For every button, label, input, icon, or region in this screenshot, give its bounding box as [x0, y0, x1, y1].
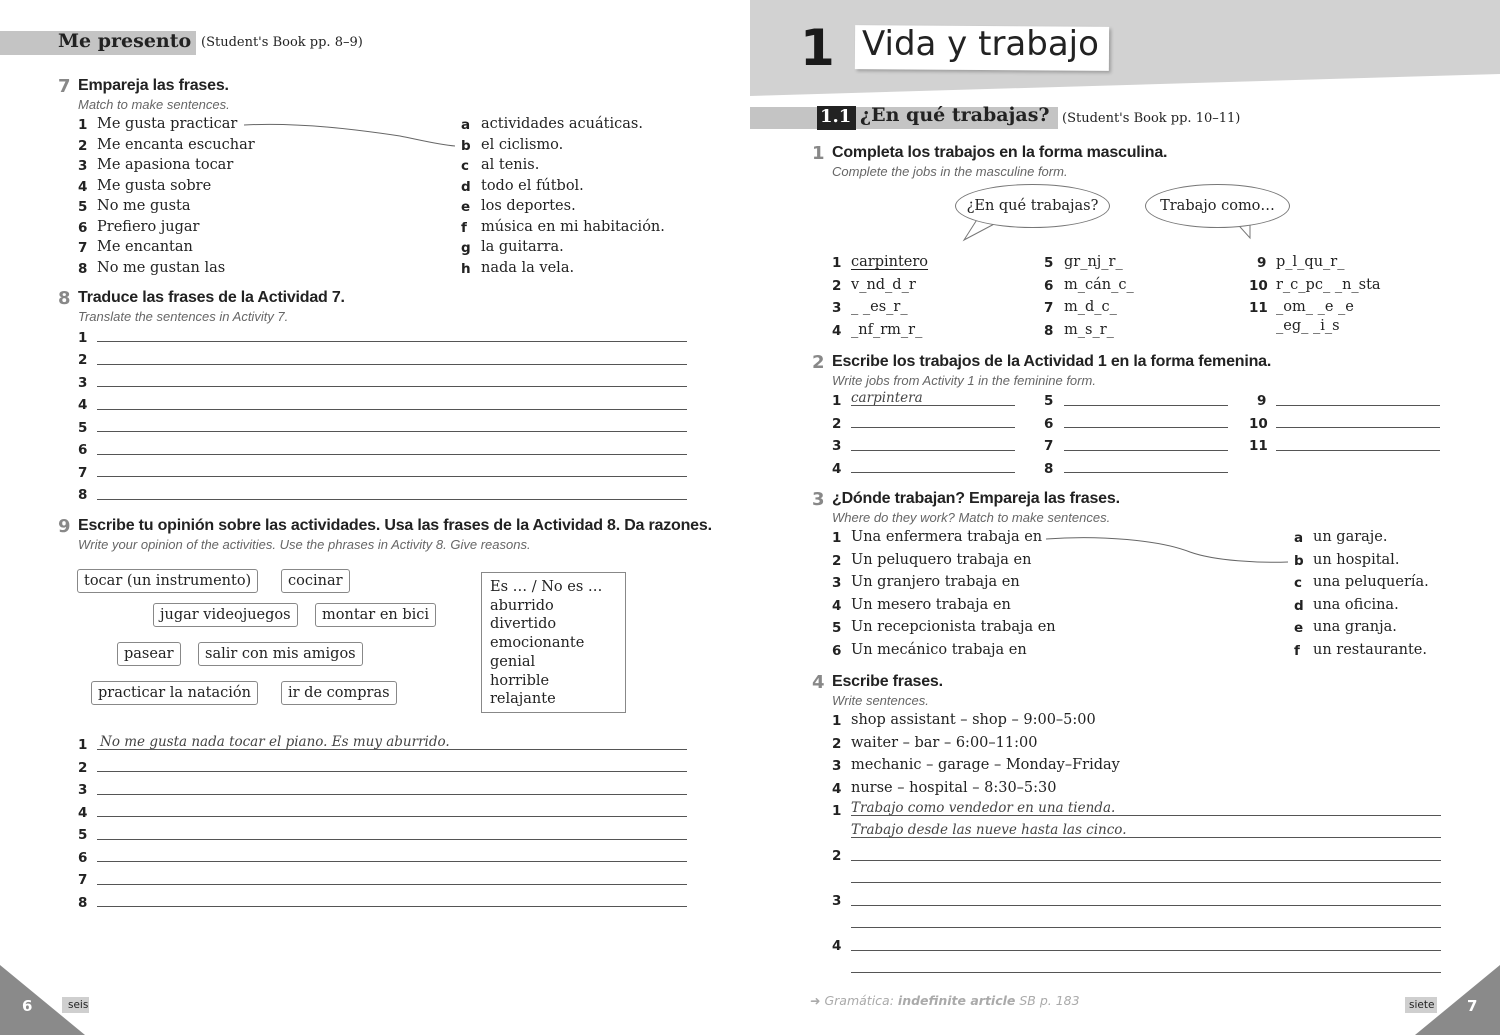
- match-connector-line: [0, 0, 750, 300]
- line-number: 8: [78, 895, 88, 911]
- item-number: 4: [78, 179, 88, 195]
- box-item: aburrido: [490, 597, 554, 614]
- page-number: 6: [22, 997, 33, 1015]
- list-item: una oficina.: [1313, 597, 1399, 613]
- answer-line[interactable]: [97, 884, 687, 885]
- item-letter: c: [1294, 575, 1303, 591]
- activity-subtitle: Write sentences.: [832, 693, 929, 708]
- box-item: relajante: [490, 691, 556, 708]
- activity-number: 1: [812, 143, 825, 164]
- answer-line[interactable]: [851, 927, 1441, 928]
- answer-line[interactable]: [851, 427, 1015, 428]
- bubble-text: ¿En qué trabajas?: [966, 198, 1099, 214]
- section-number: 1.1: [820, 106, 852, 127]
- page-word: seis: [68, 999, 89, 1011]
- line-number: 1: [78, 330, 88, 346]
- answer-line[interactable]: [1064, 450, 1228, 451]
- section-title: ¿En qué trabajas?: [860, 104, 1050, 126]
- item-number: 1: [832, 530, 842, 546]
- box-item: Es … / No es …: [490, 579, 603, 595]
- activity-subtitle: Complete the jobs in the masculine form.: [832, 164, 1068, 179]
- job-item: v_nd_d_r: [851, 277, 916, 293]
- list-item: un restaurante.: [1313, 642, 1427, 658]
- item-number: 3: [78, 158, 88, 174]
- line-number: 3: [78, 782, 88, 798]
- list-item: los deportes.: [481, 198, 576, 214]
- answer-line[interactable]: [851, 450, 1015, 451]
- item-letter: a: [461, 117, 471, 133]
- grammar-ref: SB p. 183: [1019, 993, 1080, 1008]
- line-number: 3: [78, 375, 88, 391]
- answer-line[interactable]: [851, 905, 1441, 906]
- answer-line[interactable]: [851, 472, 1015, 473]
- list-item: actividades acuáticas.: [481, 116, 643, 132]
- line-number: 3: [832, 438, 842, 454]
- unit-title: Vida y trabajo: [862, 24, 1099, 64]
- activity-number: 8: [58, 288, 71, 309]
- answer-line[interactable]: [1064, 405, 1228, 406]
- line-number: 10: [1249, 416, 1268, 432]
- list-item: No me gustan las: [97, 260, 226, 276]
- item-number: 2: [832, 736, 842, 752]
- line-number: 1: [832, 803, 842, 819]
- answer-line[interactable]: [97, 794, 687, 795]
- list-item: una granja.: [1313, 619, 1397, 635]
- list-item: Me gusta sobre: [97, 178, 212, 194]
- line-number: 2: [832, 416, 842, 432]
- phrase-chip: jugar videojuegos: [153, 603, 298, 627]
- list-item: Prefiero jugar: [97, 219, 200, 235]
- answer-line[interactable]: [97, 409, 687, 410]
- phrase-chip: salir con mis amigos: [198, 642, 363, 666]
- line-number: 8: [1044, 461, 1054, 477]
- item-number: 1: [832, 713, 842, 729]
- answer-line[interactable]: [851, 815, 1441, 816]
- item-number: 2: [832, 553, 842, 569]
- list-item: Una enfermera trabaja en: [851, 529, 1043, 545]
- job-item: p_l_qu_r_: [1276, 254, 1345, 270]
- answer-line[interactable]: [97, 499, 687, 500]
- list-item: Un mecánico trabaja en: [851, 642, 1027, 658]
- list-item: Un mesero trabaja en: [851, 597, 1011, 613]
- phrase-chip: tocar (un instrumento): [77, 569, 258, 593]
- item-number: 4: [832, 598, 842, 614]
- activity-subtitle: Where do they work? Match to make sentences.: [832, 510, 1111, 525]
- list-item: Me gusta practicar: [97, 116, 238, 132]
- item-letter: f: [461, 220, 467, 236]
- example-answer: No me gusta nada tocar el piano. Es muy aburrido.: [100, 734, 450, 750]
- activity-number: 9: [58, 516, 71, 537]
- activity-subtitle: Write jobs from Activity 1 in the feminine form.: [832, 373, 1096, 388]
- bubble-text: Trabajo como…: [1160, 198, 1275, 214]
- list-item: Un peluquero trabaja en: [851, 552, 1032, 568]
- phrase-chip: practicar la natación: [91, 681, 258, 705]
- line-number: 8: [78, 487, 88, 503]
- grammar-note: [810, 993, 1080, 1008]
- line-number: 5: [1044, 393, 1054, 409]
- activity-title: Empareja las frases.: [78, 77, 229, 94]
- item-letter: d: [461, 179, 471, 195]
- list-item: Me apasiona tocar: [97, 157, 234, 173]
- answer-line[interactable]: [1276, 405, 1440, 406]
- line-number: 2: [78, 352, 88, 368]
- line-number: 4: [832, 461, 842, 477]
- job-item: _nf_rm_r_: [851, 322, 923, 338]
- item-number: 6: [78, 220, 88, 236]
- phrase-chip: cocinar: [281, 569, 350, 593]
- line-number: 2: [78, 760, 88, 776]
- item-letter: d: [1294, 598, 1304, 614]
- list-item: un garaje.: [1313, 529, 1388, 545]
- answer-line[interactable]: [97, 454, 687, 455]
- grammar-term: indefinite article: [897, 993, 1016, 1008]
- opinion-box: [481, 572, 626, 713]
- list-item: al tenis.: [481, 157, 540, 173]
- line-number: 5: [78, 827, 88, 843]
- item-number: 11: [1249, 300, 1268, 316]
- answer-line[interactable]: [1276, 450, 1440, 451]
- section-ref: (Student's Book pp. 10–11): [1062, 111, 1241, 126]
- page-number: 7: [1467, 997, 1478, 1015]
- activity-title: Escribe frases.: [832, 673, 943, 690]
- line-number: 7: [78, 872, 88, 888]
- job-item-continued: _eg_ _i_s: [1276, 318, 1340, 334]
- answer-line[interactable]: [851, 950, 1441, 951]
- item-number: 1: [832, 255, 842, 271]
- answer-line[interactable]: [97, 431, 687, 432]
- job-item: m_d_c_: [1064, 299, 1117, 315]
- list-item: todo el fútbol.: [481, 178, 584, 194]
- item-number: 7: [78, 240, 88, 256]
- item-letter: c: [461, 158, 470, 174]
- item-number: 4: [832, 781, 842, 797]
- answer-line[interactable]: [851, 837, 1441, 838]
- item-letter: h: [461, 261, 471, 277]
- answer-line[interactable]: [97, 749, 687, 750]
- page-word: siete: [1409, 999, 1435, 1011]
- item-letter: b: [1294, 553, 1304, 569]
- item-number: 5: [1044, 255, 1054, 271]
- speech-bubble: [1145, 184, 1290, 228]
- item-number: 3: [832, 300, 842, 316]
- activity-title: ¿Dónde trabajan? Empareja las frases.: [832, 490, 1120, 507]
- answer-line[interactable]: [97, 364, 687, 365]
- list-item: la guitarra.: [481, 239, 564, 255]
- item-number: 2: [78, 138, 88, 154]
- item-letter: f: [1294, 643, 1300, 659]
- line-number: 3: [832, 893, 842, 909]
- example-answer: Trabajo como vendedor en una tienda.: [851, 800, 1116, 816]
- answer-line[interactable]: [1064, 472, 1228, 473]
- item-number: 7: [1044, 300, 1054, 316]
- answer-line[interactable]: [97, 816, 687, 817]
- activity-title: Traduce las frases de la Actividad 7.: [78, 289, 345, 306]
- activity-subtitle: Match to make sentences.: [78, 97, 230, 112]
- activity-title: Completa los trabajos en la forma masculina.: [832, 144, 1168, 161]
- answer-line[interactable]: [1064, 427, 1228, 428]
- activity-number: 7: [58, 76, 71, 97]
- section-title: Me presento: [58, 30, 192, 52]
- item-letter: e: [461, 199, 471, 215]
- activity-number: 2: [812, 352, 825, 373]
- box-item: emocionante: [490, 635, 585, 652]
- item-letter: b: [461, 138, 471, 154]
- activity-number: 3: [812, 489, 825, 510]
- list-item: No me gusta: [97, 198, 191, 214]
- box-item: genial: [490, 653, 536, 670]
- phrase-chip: montar en bici: [315, 603, 436, 627]
- answer-line[interactable]: [97, 476, 687, 477]
- item-number: 6: [1044, 278, 1054, 294]
- item-number: 6: [832, 643, 842, 659]
- item-number: 1: [78, 117, 88, 133]
- item-number: 8: [1044, 323, 1054, 339]
- list-item: una peluquería.: [1313, 574, 1429, 590]
- list-item: Me encantan: [97, 239, 193, 255]
- item-number: 8: [78, 261, 88, 277]
- answer-line[interactable]: [851, 860, 1441, 861]
- line-number: 1: [78, 737, 88, 753]
- answer-line[interactable]: [851, 405, 1015, 406]
- answer-line[interactable]: [97, 771, 687, 772]
- list-item: Un recepcionista trabaja en: [851, 619, 1056, 635]
- line-number: 6: [78, 442, 88, 458]
- list-item: música en mi habitación.: [481, 219, 665, 235]
- answer-line[interactable]: [97, 386, 687, 387]
- arrow-icon: ➜: [810, 993, 821, 1008]
- item-number: 5: [78, 199, 88, 215]
- prompt-item: mechanic – garage – Monday–Friday: [851, 757, 1120, 773]
- prompt-item: shop assistant – shop – 9:00–5:00: [851, 712, 1096, 728]
- job-item: _ _es_r_: [851, 299, 908, 315]
- answer-line[interactable]: [97, 839, 687, 840]
- grammar-label: Gramática:: [824, 993, 894, 1008]
- item-number: 3: [832, 575, 842, 591]
- activity-title: Escribe los trabajos de la Actividad 1 en la forma femenina.: [832, 353, 1272, 370]
- speech-bubble: [955, 184, 1110, 228]
- line-number: 5: [78, 420, 88, 436]
- unit-number: 1: [800, 19, 835, 77]
- item-letter: g: [461, 240, 471, 256]
- list-item: Me encanta escuchar: [97, 137, 255, 153]
- section-ref: (Student's Book pp. 8–9): [201, 35, 363, 50]
- job-item: m_s_r_: [1064, 322, 1114, 338]
- activity-title: Escribe tu opinión sobre las actividades. Usa las frases de la Actividad 8. Da razones.: [78, 517, 712, 534]
- line-number: 6: [78, 850, 88, 866]
- line-number: 1: [832, 393, 842, 409]
- example-answer: carpintera: [851, 390, 923, 406]
- example-answer: Trabajo desde las nueve hasta las cinco.: [851, 822, 1127, 838]
- activity-subtitle: Write your opinion of the activities. Use the phrases in Activity 8. Give reasons.: [78, 537, 531, 552]
- job-item: r_c_pc_ _n_sta: [1276, 277, 1381, 293]
- list-item: Un granjero trabaja en: [851, 574, 1020, 590]
- item-number: 9: [1257, 255, 1267, 271]
- activity-subtitle: Translate the sentences in Activity 7.: [78, 309, 289, 324]
- line-number: 4: [78, 805, 88, 821]
- line-number: 7: [1044, 438, 1054, 454]
- item-number: 4: [832, 323, 842, 339]
- answer-line[interactable]: [97, 341, 687, 342]
- job-item: carpintero: [851, 254, 929, 270]
- answer-line[interactable]: [851, 882, 1441, 883]
- line-number: 2: [832, 848, 842, 864]
- activity-number: 4: [812, 672, 825, 693]
- phrase-chip: pasear: [117, 642, 181, 666]
- answer-line[interactable]: [1276, 427, 1440, 428]
- line-number: 4: [78, 397, 88, 413]
- line-number: 7: [78, 465, 88, 481]
- item-number: 5: [832, 620, 842, 636]
- prompt-item: nurse – hospital – 8:30–5:30: [851, 780, 1057, 796]
- list-item: nada la vela.: [481, 260, 575, 276]
- item-letter: a: [1294, 530, 1304, 546]
- box-item: horrible: [490, 672, 550, 689]
- answer-line[interactable]: [97, 861, 687, 862]
- item-number: 3: [832, 758, 842, 774]
- match-connector-line: [1040, 530, 1290, 570]
- job-item: gr_nj_r_: [1064, 254, 1123, 270]
- item-letter: e: [1294, 620, 1304, 636]
- list-item: el ciclismo.: [481, 137, 564, 153]
- line-number: 6: [1044, 416, 1054, 432]
- line-number: 4: [832, 938, 842, 954]
- line-number: 11: [1249, 438, 1268, 454]
- line-number: 9: [1257, 393, 1267, 409]
- job-item: _om_ _e _e: [1276, 299, 1354, 315]
- box-item: divertido: [490, 616, 557, 633]
- prompt-item: waiter – bar – 6:00–11:00: [851, 735, 1038, 751]
- item-number: 2: [832, 278, 842, 294]
- phrase-chip: ir de compras: [281, 681, 397, 705]
- list-item: un hospital.: [1313, 552, 1400, 568]
- item-number: 10: [1249, 278, 1268, 294]
- answer-line[interactable]: [851, 972, 1441, 973]
- answer-line[interactable]: [97, 906, 687, 907]
- job-item: m_cán_c_: [1064, 277, 1134, 293]
